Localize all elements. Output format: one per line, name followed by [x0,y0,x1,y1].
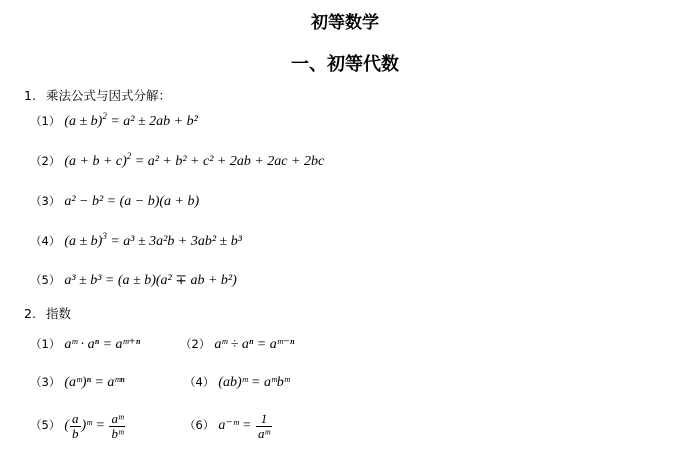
exponent-formula [30,412,126,440]
formula-lhs: $(a + b + c)^2$ [64,151,132,169]
subsection-text: 乘法公式与因式分解： [46,88,172,103]
subsection-number: 1. [24,88,36,103]
formula-row [30,153,324,170]
exponent-formula [184,374,290,391]
exponent-formula [30,336,140,353]
exponent-formula [180,336,294,353]
formula-rhs: = a² ± 2ab + b² [106,114,198,129]
subsection-number: 2. [24,306,36,321]
fraction-denominator: aᵐ [258,425,270,441]
formula-label: （5） [30,273,61,287]
formula-lhs: a² − b² [64,194,104,209]
formula-prefix: a⁻ᵐ = [218,418,256,434]
formula-label: （1） [30,114,61,128]
formula-label: （1） [30,337,61,351]
formula-expression: (ab)ᵐ = aᵐbᵐ [218,375,290,390]
exponent-formula [30,374,125,391]
formula-row [30,193,199,210]
formula-lhs: $(a \pm b)^3$ [64,231,107,249]
formula-expression: aᵐ · aⁿ = aᵐ⁺ⁿ [64,337,141,352]
formula-label: （2） [30,154,61,168]
formula-lhs: $(a \pm b)^2$ [64,111,107,129]
formula-label: （4） [184,375,215,389]
formula-label: （2） [180,337,211,351]
formula-rhs: = (a ± b)(a² ∓ ab + b²) [101,273,237,288]
formula-row [30,233,242,250]
fraction-numerator: 1 [260,411,268,426]
subsection-text: 指数 [46,306,72,321]
subsection-title [24,304,71,322]
fraction [109,412,125,440]
formula-row [30,272,237,289]
fraction [256,412,272,440]
formula-label: （4） [30,234,61,248]
formula-label: （6） [184,418,215,433]
document-title: 初等数学 [311,13,379,33]
fraction-numerator: aᵐ [111,411,124,426]
formula-label: （5） [30,418,61,433]
formula-label: （3） [30,194,61,208]
formula-rhs: = a³ ± 3a²b + 3ab² ± b³ [106,234,242,249]
fraction-numerator: a [72,411,79,426]
fraction-denominator: bᵐ [111,425,124,441]
subsection-title [24,86,171,104]
fraction-denominator: b [72,425,79,441]
section-heading: 一、初等代数 [291,54,399,75]
formula-row [30,113,198,130]
formula-label: （3） [30,375,61,389]
formula-expression: (aᵐ)ⁿ = aᵐⁿ [64,375,125,390]
formula-prefix: ( [64,418,69,434]
exponent-formula [184,412,273,440]
formula-lhs: a³ ± b³ [64,273,102,288]
formula-rhs: = (a − b)(a + b) [103,194,200,209]
formula-suffix: )ᵐ = [81,418,109,434]
formula-expression: aᵐ ÷ aⁿ = aᵐ⁻ⁿ [214,337,295,352]
formula-rhs: = a² + b² + c² + 2ab + 2ac + 2bc [131,154,325,169]
fraction [70,412,81,440]
